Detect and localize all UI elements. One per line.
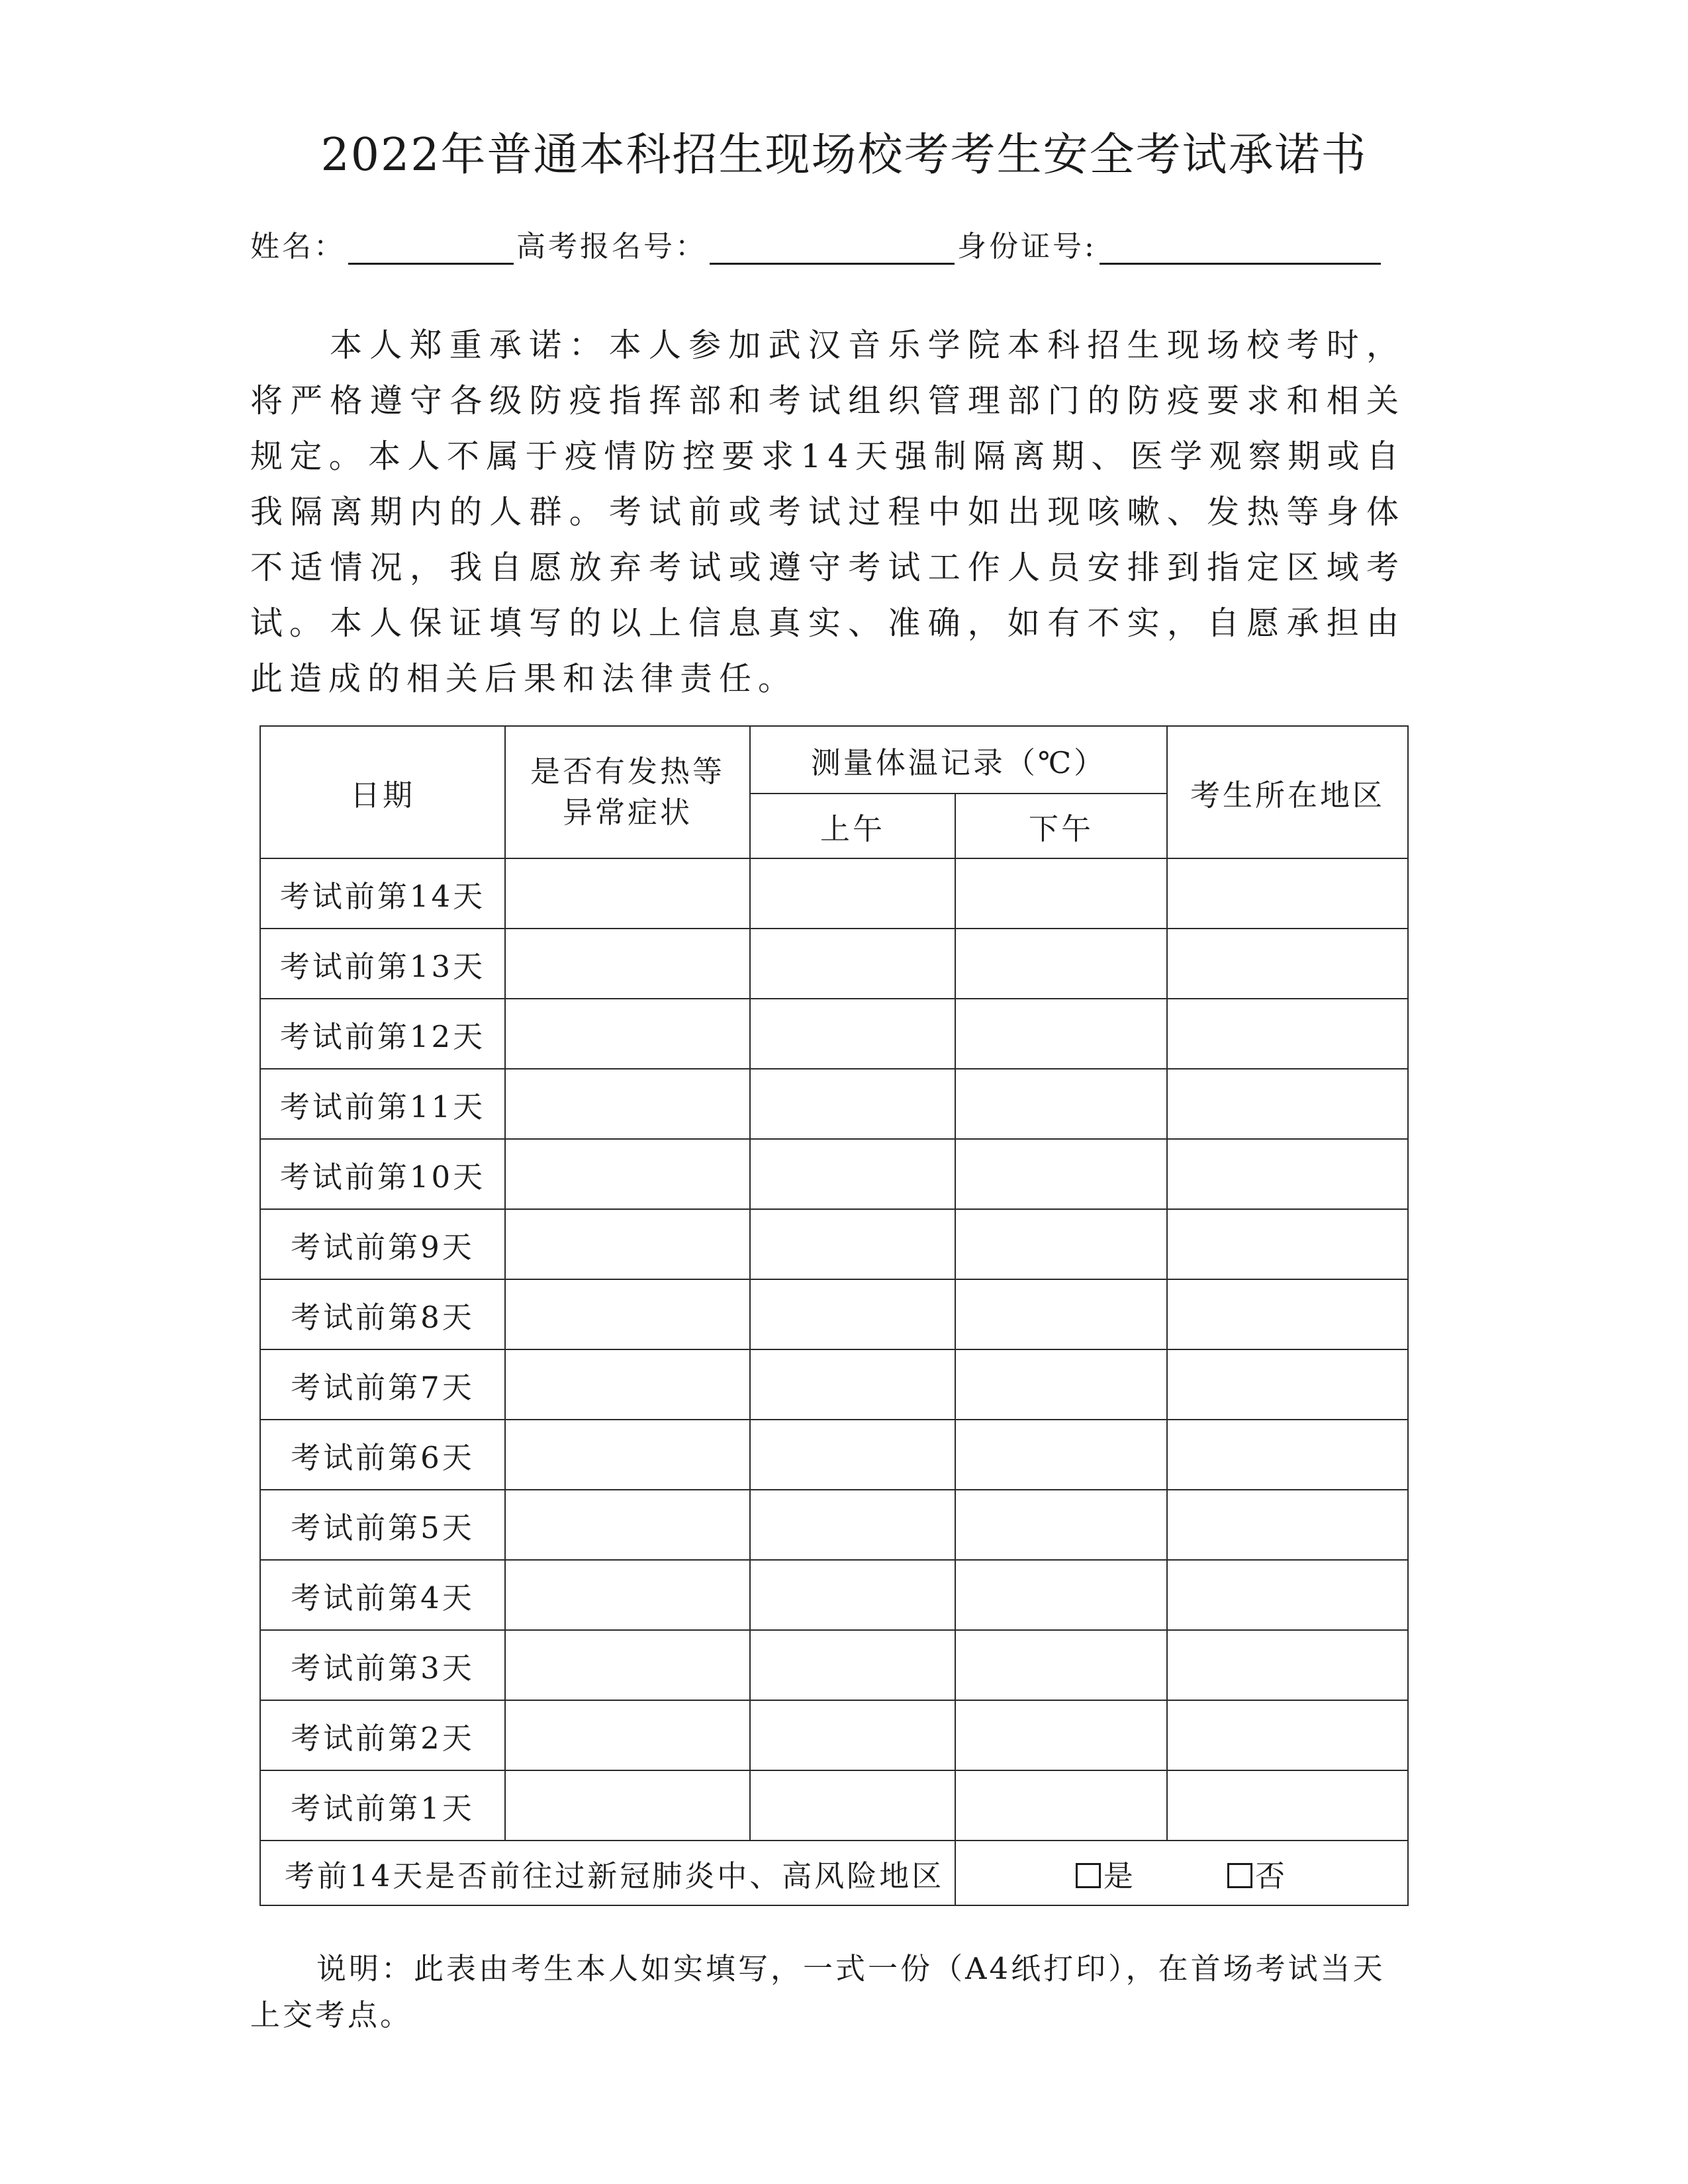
symptom-cell[interactable] [505,929,750,999]
pledge-paragraph: 本人郑重承诺：本人参加武汉音乐学院本科招生现场校考时，将严格遵守各级防疫指挥部和考试组织管理部门的防疫要求和相关规定。本人不属于疫情防控要求14天强制隔离期、医学观察期或自我隔离期内的人群。考试前或考试过程中如出现咳嗽、发热等身体不适情况，我自愿放弃考试或遵守考试工作人员安排到指定区域考试。 [250,326,1405,642]
table-row [260,1420,1408,1490]
table-row [260,929,1408,999]
symptom-cell[interactable] [505,1279,750,1349]
symptom-cell[interactable] [505,1349,750,1420]
row-date-label: 考试前第12天 [260,999,505,1069]
guarantee-paragraph: 本人保证填写的以上信息真实、准确，如有不实，自愿承担由此造成的相关后果和法律责任。 [250,604,1405,698]
am-temp-cell[interactable] [750,858,955,929]
am-temp-cell[interactable] [750,1490,955,1560]
risk-area-options [955,1841,1408,1905]
symptom-cell[interactable] [505,1560,750,1630]
region-cell[interactable] [1167,1209,1408,1279]
region-cell[interactable] [1167,1560,1408,1630]
am-temp-cell[interactable] [750,1349,955,1420]
id-number-field[interactable] [1100,234,1381,265]
symptom-cell[interactable] [505,858,750,929]
symptom-cell[interactable] [505,1700,750,1770]
pm-temp-cell[interactable] [955,1279,1167,1349]
am-temp-cell[interactable] [750,1560,955,1630]
region-cell[interactable] [1167,1279,1408,1349]
am-temp-cell[interactable] [750,1279,955,1349]
symptom-cell[interactable] [505,1209,750,1279]
am-temp-cell[interactable] [750,1209,955,1279]
pm-temp-cell[interactable] [955,1630,1167,1700]
am-temp-cell[interactable] [750,1700,955,1770]
am-temp-cell[interactable] [750,1630,955,1700]
symptom-cell[interactable] [505,999,750,1069]
page-title: 2022年普通本科招生现场校考考生安全考试承诺书 [320,129,1368,181]
pm-temp-cell[interactable] [955,1349,1167,1420]
pm-temp-cell[interactable] [955,1209,1167,1279]
pm-temp-cell[interactable] [955,1420,1167,1490]
table-row [260,1490,1408,1560]
symptom-cell[interactable] [505,1420,750,1490]
exam-number-field[interactable] [710,234,955,265]
pm-temp-cell[interactable] [955,1770,1167,1841]
no-option[interactable] [1227,1858,1288,1893]
table-row [260,1069,1408,1139]
no-label: 否 [1255,1858,1288,1893]
pm-temp-cell[interactable] [955,1139,1167,1209]
am-temp-cell[interactable] [750,999,955,1069]
exam-number-label: 高考报名号： [516,230,707,263]
id-number-label: 身份证号: [957,230,1097,263]
region-cell[interactable] [1167,1630,1408,1700]
region-cell[interactable] [1167,1770,1408,1841]
row-date-label: 考试前第11天 [260,1069,505,1139]
region-cell[interactable] [1167,1349,1408,1420]
risk-area-row [260,1841,1408,1905]
table-row [260,1560,1408,1630]
am-temp-cell[interactable] [750,1770,955,1841]
header-date: 日期 [260,726,505,858]
header-region: 考生所在地区 [1167,726,1408,858]
region-cell[interactable] [1167,1490,1408,1560]
applicant-info-line [250,225,1415,265]
region-cell[interactable] [1167,1069,1408,1139]
header-symptom: 是否有发热等异常症状 [505,726,750,858]
table-row [260,1700,1408,1770]
header-pm: 下午 [955,794,1167,858]
table-row [260,1630,1408,1700]
pm-temp-cell[interactable] [955,929,1167,999]
region-cell[interactable] [1167,929,1408,999]
yes-option[interactable] [1076,1858,1136,1893]
am-temp-cell[interactable] [750,929,955,999]
name-field[interactable] [348,234,514,265]
am-temp-cell[interactable] [750,1139,955,1209]
row-date-label: 考试前第10天 [260,1139,505,1209]
pm-temp-cell[interactable] [955,1560,1167,1630]
yes-checkbox-icon[interactable] [1076,1863,1101,1888]
pm-temp-cell[interactable] [955,999,1167,1069]
region-cell[interactable] [1167,999,1408,1069]
row-date-label: 考试前第7天 [260,1349,505,1420]
table-row [260,999,1408,1069]
symptom-cell[interactable] [505,1490,750,1560]
symptom-cell[interactable] [505,1770,750,1841]
row-date-label: 考试前第8天 [260,1279,505,1349]
row-date-label: 考试前第1天 [260,1770,505,1841]
table-row [260,858,1408,929]
health-record-table [259,725,1409,1906]
row-date-label: 考试前第2天 [260,1700,505,1770]
header-temperature: 测量体温记录（℃） [750,726,1167,794]
region-cell[interactable] [1167,1139,1408,1209]
yes-label: 是 [1103,1858,1136,1893]
table-header-row [260,726,1408,794]
table-row [260,1139,1408,1209]
instructions-note: 说明：此表由考生本人如实填写，一式一份（A4纸打印），在首场考试当天上交考点。 [250,1951,1385,2032]
row-date-label: 考试前第6天 [260,1420,505,1490]
region-cell[interactable] [1167,1700,1408,1770]
row-date-label: 考试前第3天 [260,1630,505,1700]
table-row [260,1279,1408,1349]
symptom-cell[interactable] [505,1069,750,1139]
symptom-cell[interactable] [505,1139,750,1209]
table-row [260,1349,1408,1420]
row-date-label: 考试前第9天 [260,1209,505,1279]
name-label: 姓名： [250,230,346,263]
pm-temp-cell[interactable] [955,858,1167,929]
no-checkbox-icon[interactable] [1227,1863,1252,1888]
row-date-label: 考试前第14天 [260,858,505,929]
symptom-cell[interactable] [505,1630,750,1700]
pm-temp-cell[interactable] [955,1700,1167,1770]
am-temp-cell[interactable] [750,1420,955,1490]
region-cell[interactable] [1167,1420,1408,1490]
pm-temp-cell[interactable] [955,1490,1167,1560]
am-temp-cell[interactable] [750,1069,955,1139]
risk-area-question: 考前14天是否前往过新冠肺炎中、高风险地区 [260,1841,955,1905]
pm-temp-cell[interactable] [955,1069,1167,1139]
header-am: 上午 [750,794,955,858]
table-row [260,1770,1408,1841]
region-cell[interactable] [1167,858,1408,929]
row-date-label: 考试前第4天 [260,1560,505,1630]
row-date-label: 考试前第13天 [260,929,505,999]
row-date-label: 考试前第5天 [260,1490,505,1560]
table-row [260,1209,1408,1279]
